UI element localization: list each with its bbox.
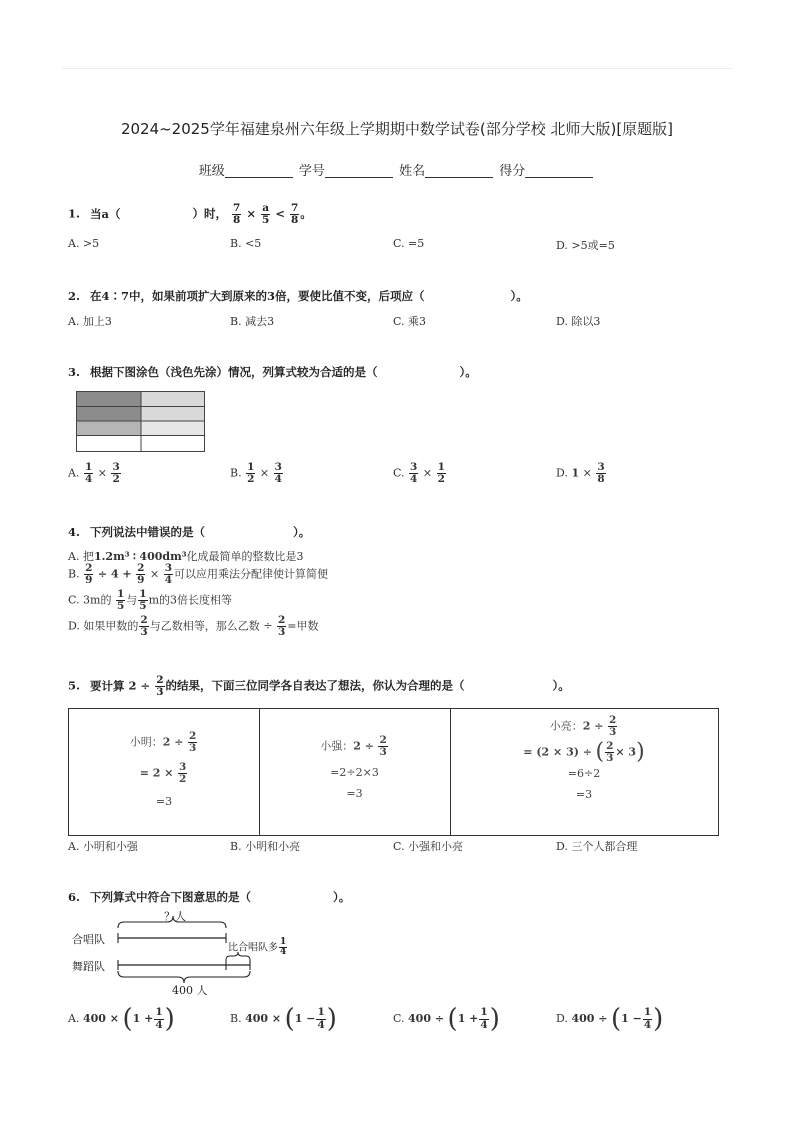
fraction: $\frac{2}{3}$ bbox=[606, 740, 614, 765]
fraction: $\frac{3}{8}$ bbox=[597, 461, 605, 486]
fraction: $\frac{2}{3}$ bbox=[140, 614, 148, 639]
segment-diagram bbox=[72, 908, 312, 996]
option-a[interactable]: A. 把1.2m³ ∶ 400dm³化成最简单的整数比是3 bbox=[68, 550, 304, 563]
top-divider bbox=[62, 68, 732, 69]
fraction: $\frac{3}{4}$ bbox=[164, 562, 172, 587]
question-3: 3. 根据下图涂色（浅色先涂）情况，列算式较为合适的是（ ）。 bbox=[68, 365, 477, 379]
fraction: $\frac{3}{4}$ bbox=[410, 461, 418, 486]
option-b[interactable]: B. 减去3 bbox=[230, 315, 275, 328]
fraction: $\frac{2}{3}$ bbox=[188, 730, 197, 755]
question-4: 4. 下列说法中错误的是（ ）。 bbox=[68, 525, 311, 539]
question-5: 5. 要计算 2 ÷ $\frac{2}{3}$ 的结果，下面三位同学各自表达了想法，你认为合理的是（ ）。 bbox=[68, 674, 570, 699]
cell-light bbox=[141, 421, 204, 436]
option-a[interactable]: A. $\frac{1}{4}$ × $\frac{3}{2}$ bbox=[68, 461, 120, 486]
fraction: $\frac{2}{9}$ bbox=[85, 562, 93, 587]
question-number: 6. bbox=[68, 890, 81, 904]
option-d[interactable]: D. 除以3 bbox=[556, 315, 601, 328]
id-label: 学号 bbox=[298, 164, 325, 179]
fraction: $\frac{2}{9}$ bbox=[137, 562, 145, 587]
shaded-grid bbox=[77, 392, 204, 451]
fraction: $\frac{1}{5}$ bbox=[139, 588, 147, 613]
question-1: 1. 当a（ ）时， $\frac{7}{8}$ × $\frac{a}{5}$ < $\frac{7}{8}$ 。 bbox=[68, 202, 312, 227]
option-d[interactable]: D. 400 ÷ (1 − $\frac{1}{4}$ ) bbox=[556, 1004, 664, 1034]
option-b[interactable]: B. $\frac{2}{9}$ ÷ 4 + $\frac{2}{9}$ × $\frac{3}{4}$ 可以应用乘法分配律使计算简便 bbox=[68, 562, 328, 587]
option-d[interactable]: D. 1 × $\frac{3}{8}$ bbox=[556, 461, 605, 486]
fraction: $\frac{1}{4}$ bbox=[317, 1006, 325, 1031]
option-c[interactable]: C. =5 bbox=[393, 237, 425, 250]
cell-medium bbox=[77, 421, 141, 436]
fraction: $\frac{1}{2}$ bbox=[437, 461, 445, 486]
fraction: $\frac{3}{2}$ bbox=[112, 461, 120, 486]
fraction: $\frac{1}{4}$ bbox=[155, 1006, 163, 1031]
fraction: $\frac{a}{5}$ bbox=[261, 202, 270, 227]
option-c[interactable]: C. 3m的 $\frac{1}{5}$ 与 $\frac{1}{5}$ m的3倍长度相等 bbox=[68, 588, 233, 613]
cell-light bbox=[141, 392, 204, 407]
option-b[interactable]: B. 400 × (1 − $\frac{1}{4}$ ) bbox=[230, 1004, 337, 1034]
option-b[interactable]: B. 小明和小亮 bbox=[230, 840, 301, 853]
option-a[interactable]: A. 小明和小强 bbox=[68, 840, 138, 853]
dance-label: 舞蹈队 bbox=[72, 960, 105, 973]
fraction: $\frac{2}{3}$ bbox=[608, 714, 617, 739]
option-a[interactable]: A. >5 bbox=[68, 237, 100, 250]
option-c[interactable]: C. $\frac{3}{4}$ × $\frac{1}{2}$ bbox=[393, 461, 445, 486]
cell-dark bbox=[77, 392, 141, 407]
fraction: $\frac{1}{4}$ bbox=[643, 1006, 652, 1031]
option-a[interactable]: A. 400 × (1 + $\frac{1}{4}$ ) bbox=[68, 1004, 175, 1034]
option-c[interactable]: C. 400 ÷ (1 + $\frac{1}{4}$ ) bbox=[393, 1004, 500, 1034]
score-field[interactable] bbox=[525, 163, 593, 178]
option-d[interactable]: D. >5或=5 bbox=[556, 239, 615, 252]
fraction: $\frac{1}{4}$ bbox=[280, 937, 287, 958]
question-number: 5. bbox=[68, 678, 81, 693]
fraction: $\frac{1}{4}$ bbox=[480, 1006, 488, 1031]
choir-label: 合唱队 bbox=[72, 933, 105, 946]
option-b[interactable]: B. <5 bbox=[230, 237, 262, 250]
cell-dark bbox=[77, 407, 141, 422]
fraction: $\frac{1}{4}$ bbox=[84, 461, 93, 486]
fraction: $\frac{3}{4}$ bbox=[274, 461, 282, 486]
shading-figure bbox=[76, 391, 205, 452]
fraction: $\frac{7}{8}$ bbox=[233, 202, 241, 227]
option-b[interactable]: B. $\frac{1}{2}$ × $\frac{3}{4}$ bbox=[230, 461, 282, 486]
option-c[interactable]: C. 小强和小亮 bbox=[393, 840, 464, 853]
question-2: 2. 在4∶7中，如果前项扩大到原来的3倍，要使比值不变，后项应（ ）。 bbox=[68, 289, 528, 303]
cell-light bbox=[141, 407, 204, 422]
fraction: $\frac{2}{3}$ bbox=[277, 614, 286, 639]
class-field[interactable] bbox=[225, 163, 293, 178]
more-than-note: 比合唱队多 $\frac{1}{4}$ bbox=[228, 937, 287, 958]
option-a[interactable]: A. 加上3 bbox=[68, 315, 112, 328]
xiaoqiang-method: 小强：2 ÷ $\frac{2}{3}$ =2÷2×3 =3 bbox=[320, 734, 387, 801]
name-field[interactable] bbox=[425, 163, 493, 178]
question-number: 4. bbox=[68, 525, 81, 539]
option-d[interactable]: D. 如果甲数的 $\frac{2}{3}$ 与乙数相等，那么乙数 ÷ $\frac{2}{3}$ =甲数 bbox=[68, 614, 319, 639]
option-c[interactable]: C. 乘3 bbox=[393, 315, 427, 328]
option-d[interactable]: D. 三个人都合理 bbox=[556, 840, 638, 853]
page-title: 2024~2025学年福建泉州六年级上学期期中数学试卷(部分学校 北师大版)[原题版] bbox=[120, 120, 674, 138]
student-info-line bbox=[0, 160, 794, 179]
xiaoliang-method: 小亮：2 ÷ $\frac{2}{3}$ = (2 × 3) ÷ ( $\frac{2}{3}$ × 3) =6÷2 =3 bbox=[523, 714, 645, 802]
fraction: $\frac{7}{8}$ bbox=[290, 202, 299, 227]
question-number: 3. bbox=[68, 365, 81, 379]
fraction: $\frac{3}{2}$ bbox=[178, 761, 187, 786]
id-field[interactable] bbox=[325, 163, 393, 178]
fraction: $\frac{2}{3}$ bbox=[379, 734, 387, 759]
xiaoming-method: 小明：2 ÷ $\frac{2}{3}$ = 2 × $\frac{3}{2}$ =3 bbox=[129, 730, 197, 809]
class-label: 班级 bbox=[198, 164, 225, 179]
question-number: 2. bbox=[68, 289, 81, 303]
fraction: $\frac{1}{2}$ bbox=[247, 461, 255, 486]
unknown-label: ？人 bbox=[164, 910, 186, 923]
student-methods-table bbox=[68, 708, 719, 836]
name-label: 姓名 bbox=[399, 164, 426, 179]
question-number: 1. bbox=[68, 206, 81, 221]
fraction: $\frac{2}{3}$ bbox=[156, 674, 164, 699]
fraction: $\frac{1}{5}$ bbox=[116, 588, 125, 613]
total-label: 400 人 bbox=[172, 984, 208, 997]
question-6: 6. 下列算式中符合下图意思的是（ ）。 bbox=[68, 890, 351, 904]
score-label: 得分 bbox=[499, 164, 526, 179]
